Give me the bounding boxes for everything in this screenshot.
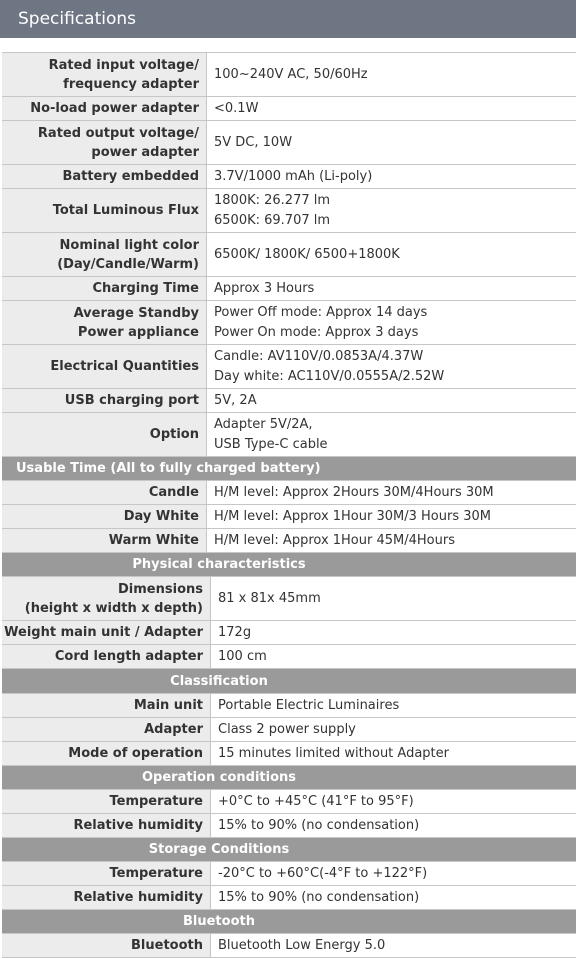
spec-label-line: Adapter (144, 722, 203, 737)
spec-value-line: Portable Electric Luminaires (218, 697, 400, 713)
spec-value-line: 5V DC, 10W (214, 134, 293, 150)
spec-value-line: Class 2 power supply (218, 721, 356, 737)
spec-label-line: Charging Time (92, 281, 199, 296)
spec-row (2, 645, 576, 669)
spec-value-line: Bluetooth Low Energy 5.0 (218, 937, 386, 953)
spec-label (2, 645, 211, 668)
spec-label (2, 814, 211, 837)
section-header: Storage Conditions (2, 838, 576, 862)
section-header: Physical characteristics (2, 553, 576, 577)
specifications-table (2, 52, 576, 958)
spec-value (211, 814, 576, 837)
spec-label (2, 694, 211, 717)
spec-label-line: Warm White (108, 533, 199, 548)
spec-label (2, 233, 207, 276)
spec-label (2, 505, 207, 528)
spec-value-line: 5V, 2A (214, 392, 257, 408)
spec-label (2, 53, 207, 96)
spec-value-line: H/M level: Approx 1Hour 45M/4Hours (214, 532, 455, 548)
spec-label-line: Relative humidity (73, 890, 203, 905)
spec-value-line: 6500K: 69.707 lm (214, 212, 331, 228)
spec-value-line: 15 minutes limited without Adapter (218, 745, 449, 761)
spec-label-line: Cord length adapter (54, 649, 203, 664)
spec-label-line: Temperature (109, 866, 203, 881)
spec-label-line: Day White (123, 509, 199, 524)
spec-value (211, 886, 576, 909)
spec-row (2, 53, 576, 97)
spec-value-line: 6500K/ 1800K/ 6500+1800K (214, 246, 400, 262)
spec-label-line: Weight main unit / Adapter (4, 625, 203, 640)
spec-label-line: Average Standby (73, 305, 199, 321)
spec-label-line: Total Luminous Flux (52, 203, 199, 218)
spec-label (2, 97, 207, 120)
spec-value-line: USB Type-C cable (214, 436, 328, 452)
spec-row (2, 97, 576, 121)
spec-value-line: Power On mode: Approx 3 days (214, 324, 419, 340)
spec-value-line: <0.1W (214, 100, 259, 116)
spec-label-line: Electrical Quantities (50, 359, 199, 374)
spec-label (2, 165, 207, 188)
spec-label (2, 189, 207, 232)
spec-label-line: No-load power adapter (30, 101, 199, 116)
spec-label-line: power adapter (91, 144, 199, 160)
spec-label-line: Power appliance (77, 324, 199, 340)
spec-label-line: Relative humidity (73, 818, 203, 833)
spec-value (207, 53, 576, 96)
spec-row (2, 389, 576, 413)
spec-value-line: 15% to 90% (no condensation) (218, 889, 420, 905)
spec-row (2, 814, 576, 838)
spec-value (207, 277, 576, 300)
spec-value-line: 100 cm (218, 648, 267, 664)
spec-value-line: +0°C to +45°C (41°F to 95°F) (218, 793, 414, 809)
spec-row (2, 790, 576, 814)
spec-row (2, 121, 576, 165)
spec-value (207, 345, 576, 388)
spec-label-line: Bluetooth (131, 938, 203, 953)
spec-label (2, 529, 207, 552)
spec-label (2, 862, 211, 885)
spec-label (2, 277, 207, 300)
spec-value (211, 862, 576, 885)
spec-value (207, 233, 576, 276)
spec-value (211, 790, 576, 813)
spec-label-line: Mode of operation (68, 746, 203, 761)
spec-value (207, 121, 576, 164)
spec-label (2, 886, 211, 909)
spec-row (2, 505, 576, 529)
spec-label (2, 389, 207, 412)
spec-value-line: -20°C to +60°C(-4°F to +122°F) (218, 865, 428, 881)
spec-value (207, 189, 576, 232)
section-header: Bluetooth (2, 910, 576, 934)
spec-row (2, 862, 576, 886)
spec-label (2, 742, 211, 765)
spec-label-line: (Day/Candle/Warm) (57, 256, 199, 272)
spec-value (207, 389, 576, 412)
spec-row (2, 481, 576, 505)
spec-value (211, 694, 576, 717)
spec-row (2, 277, 576, 301)
spec-row (2, 934, 576, 958)
spec-label-line: Rated output voltage/ (37, 125, 199, 141)
section-header: Classification (2, 669, 576, 694)
spec-label-line: Option (149, 427, 199, 442)
spec-label (2, 345, 207, 388)
spec-value-line: Approx 3 Hours (214, 280, 315, 296)
spec-value-line: Day white: AC110V/0.0555A/2.52W (214, 368, 445, 384)
spec-value (211, 577, 576, 620)
spec-label-line: Dimensions (118, 581, 203, 597)
section-header: Usable Time (All to fully charged battery) (2, 457, 576, 481)
spec-label-line: frequency adapter (63, 76, 199, 92)
spec-value-line: 3.7V/1000 mAh (Li-poly) (214, 168, 373, 184)
spec-row (2, 742, 576, 766)
spec-label (2, 577, 211, 620)
spec-label (2, 121, 207, 164)
spec-row (2, 413, 576, 457)
spec-value (211, 718, 576, 741)
spec-value (207, 481, 576, 504)
spec-value-line: 81 x 81x 45mm (218, 590, 321, 606)
spec-row (2, 301, 576, 345)
spec-label (2, 934, 211, 957)
spec-label (2, 621, 211, 644)
spec-label (2, 481, 207, 504)
spec-row (2, 165, 576, 189)
section-header: Operation conditions (2, 766, 576, 790)
spec-value (211, 645, 576, 668)
spec-label (2, 790, 211, 813)
spec-label-line: (height x width x depth) (24, 600, 203, 616)
spec-label (2, 301, 207, 344)
spec-value (207, 165, 576, 188)
spec-row (2, 577, 576, 621)
spec-value (211, 742, 576, 765)
spec-label-line: USB charging port (64, 393, 199, 408)
spec-value (207, 529, 576, 552)
spec-row (2, 233, 576, 277)
spec-value (207, 301, 576, 344)
spec-value-line: H/M level: Approx 2Hours 30M/4Hours 30M (214, 484, 494, 500)
spec-value-line: 15% to 90% (no condensation) (218, 817, 420, 833)
spec-value (211, 621, 576, 644)
spec-label-line: Rated input voltage/ (48, 57, 199, 73)
spec-row (2, 621, 576, 645)
spec-label-line: Main unit (133, 698, 203, 713)
spec-value (207, 413, 576, 456)
spec-label-line: Temperature (109, 794, 203, 809)
spec-value-line: Adapter 5V/2A, (214, 417, 313, 432)
spec-row (2, 694, 576, 718)
spec-value-line: 100~240V AC, 50/60Hz (214, 66, 368, 82)
spec-value-line: 1800K: 26.277 lm (214, 193, 331, 208)
spec-label (2, 413, 207, 456)
spec-label-line: Candle (148, 485, 199, 500)
spec-value (211, 934, 576, 957)
spec-row (2, 886, 576, 910)
spec-value-line: Candle: AV110V/0.0853A/4.37W (214, 349, 424, 364)
spec-label-line: Nominal light color (59, 237, 199, 253)
spec-row (2, 345, 576, 389)
spec-label-line: Battery embedded (62, 169, 199, 184)
spec-value-line: Power Off mode: Approx 14 days (214, 305, 428, 320)
spec-row (2, 189, 576, 233)
spec-value-line: H/M level: Approx 1Hour 30M/3 Hours 30M (214, 508, 491, 524)
spec-label (2, 718, 211, 741)
page-title: Specifications (0, 0, 576, 38)
spec-value (207, 97, 576, 120)
spec-value (207, 505, 576, 528)
spec-row (2, 529, 576, 553)
spec-value-line: 172g (218, 624, 252, 640)
spec-row (2, 718, 576, 742)
